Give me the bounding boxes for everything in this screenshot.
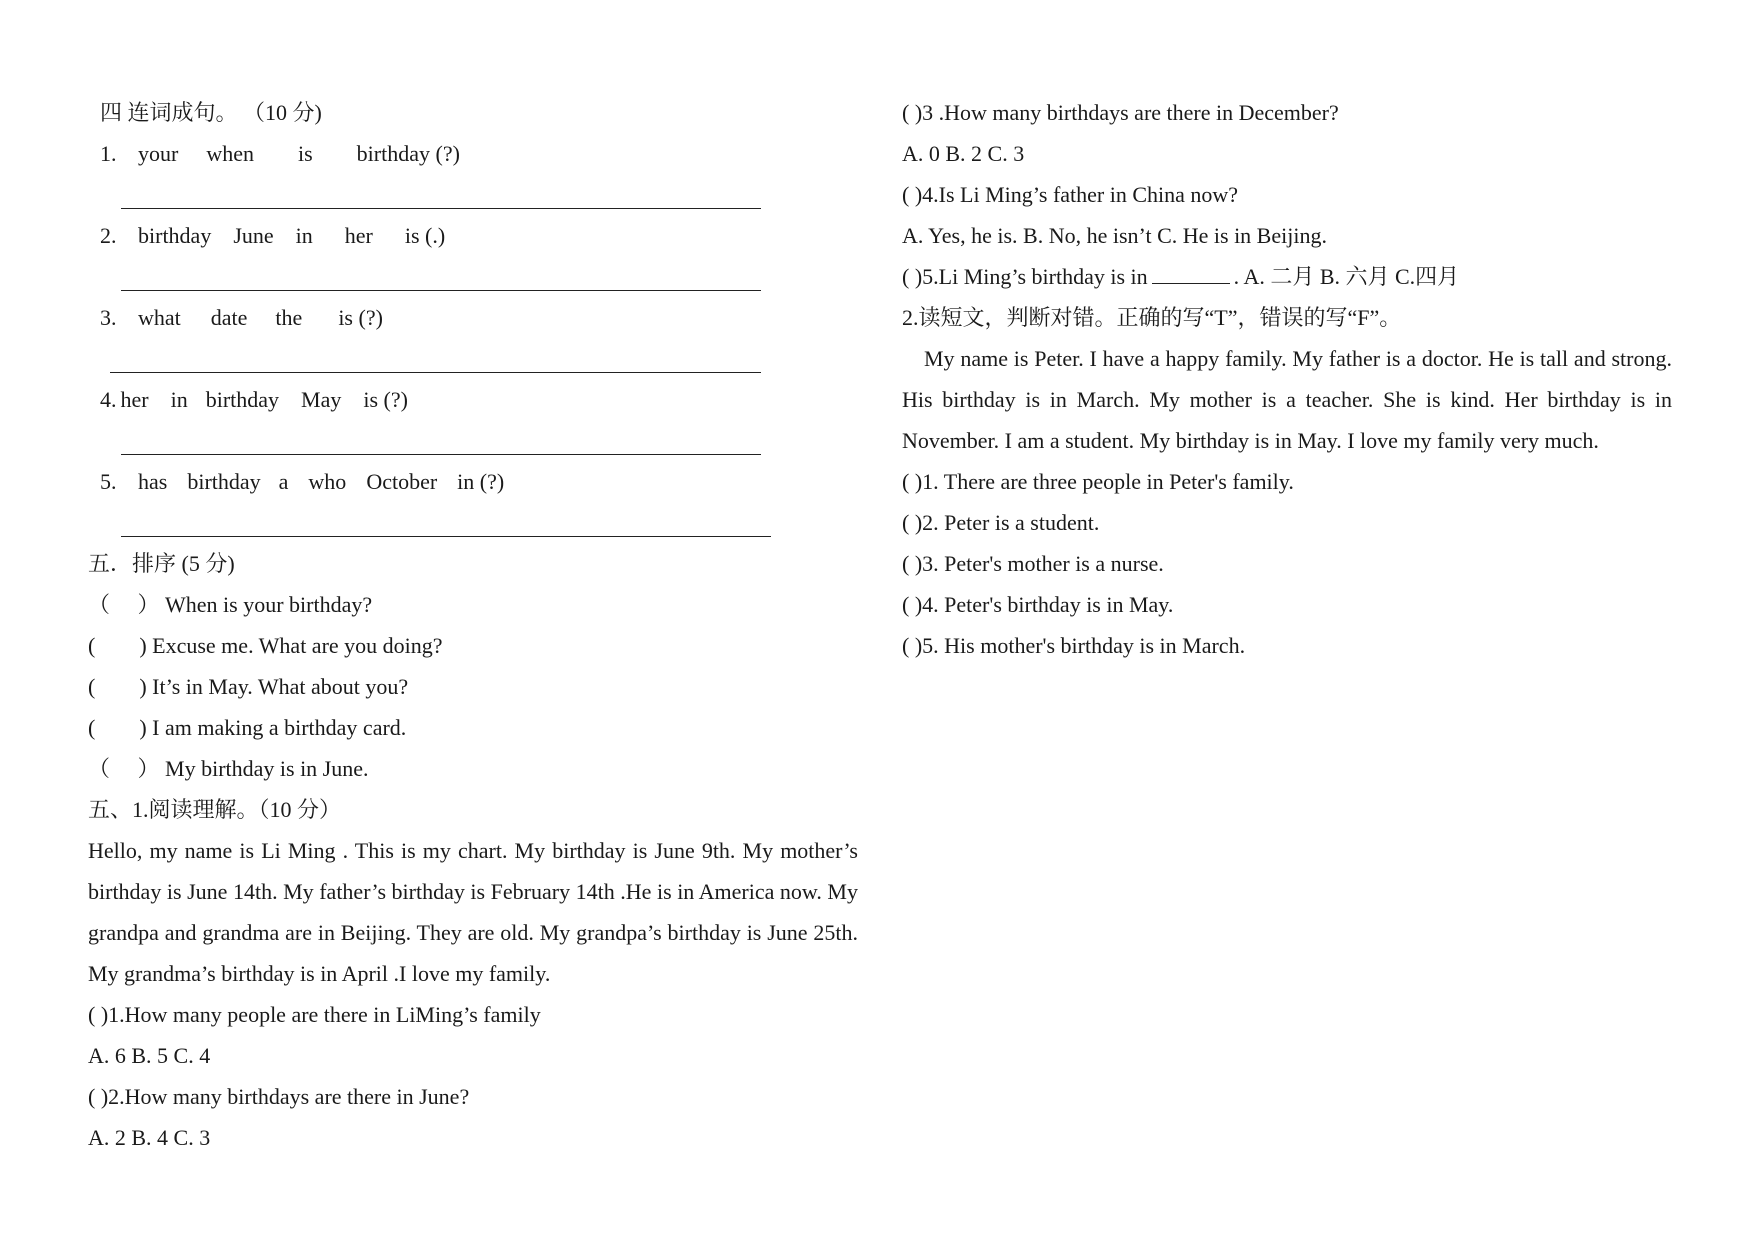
- answer-line-2[interactable]: [88, 256, 868, 297]
- word: October: [366, 469, 438, 494]
- reading2-heading: 2.读短文，判断对错。正确的写“T”，错误的写“F”。: [902, 305, 1402, 330]
- word: is (?): [363, 387, 408, 412]
- word: has: [138, 469, 168, 494]
- section4-item-2: [88, 215, 868, 256]
- left-column: [88, 92, 868, 1158]
- word: is (.): [404, 223, 446, 248]
- section4-heading: 四 连词成句。 （10 分): [100, 100, 322, 125]
- word: when: [206, 141, 254, 166]
- answer-bracket[interactable]: （ ）: [88, 592, 160, 617]
- question-5-options: . A. 二月 B. 六月 C.四月: [1233, 264, 1460, 289]
- question-5-prefix: ( )5.Li Ming’s birthday is in: [902, 264, 1148, 289]
- word: is (?): [338, 305, 383, 330]
- reading2-item-5: ( )5. His mother's birthday is in March.: [902, 633, 1246, 658]
- item-number: 3.: [100, 305, 117, 330]
- reading1-options-3: A. 0 B. 2 C. 3: [902, 141, 1025, 166]
- section4-item-5: [88, 461, 868, 502]
- word: birthday: [138, 223, 212, 248]
- word: the: [275, 305, 303, 330]
- word: a: [278, 469, 289, 494]
- reading1-question-3: ( )3 .How many birthdays are there in December?: [902, 100, 1339, 125]
- answer-line-1[interactable]: [88, 174, 868, 215]
- sort-item-4: [88, 707, 868, 748]
- item-number: 2.: [100, 223, 117, 248]
- reading2-item-4: ( )4. Peter's birthday is in May.: [902, 592, 1174, 617]
- word: May: [301, 387, 342, 412]
- word: your: [138, 141, 179, 166]
- word: her: [344, 223, 373, 248]
- sort-item-text: When is your birthday?: [165, 592, 373, 617]
- word: in: [170, 387, 188, 412]
- answer-bracket[interactable]: （ ）: [88, 756, 160, 781]
- sort-item-text: It’s in May. What about you?: [152, 674, 409, 699]
- word: birthday: [187, 469, 261, 494]
- answer-line-4[interactable]: [88, 420, 868, 461]
- reading1-heading: 五、1.阅读理解。（10 分）: [88, 797, 342, 822]
- reading1-options-4: A. Yes, he is. B. No, he isn’t C. He is in Beijing.: [902, 223, 1327, 248]
- reading1-question-1: ( )1.How many people are there in LiMing’s family: [88, 1002, 541, 1027]
- word: is: [297, 141, 313, 166]
- reading1-question-5: [902, 256, 1682, 297]
- item-number: 5.: [100, 469, 117, 494]
- section4-item-1: [88, 133, 868, 174]
- sort-item-text: Excuse me. What are you doing?: [152, 633, 443, 658]
- reading1-options-2: A. 2 B. 4 C. 3: [88, 1125, 211, 1150]
- answer-bracket[interactable]: ( ): [88, 633, 147, 658]
- fill-in-blank[interactable]: [1152, 261, 1230, 284]
- section4-item-4: [88, 379, 868, 420]
- section5-heading: 五．排序 (5 分): [88, 551, 235, 576]
- sort-item-5: [88, 748, 868, 789]
- word: date: [210, 305, 248, 330]
- right-column: [902, 92, 1682, 666]
- section4-item-3: [88, 297, 868, 338]
- answer-bracket[interactable]: ( ): [88, 715, 147, 740]
- word: her: [120, 387, 149, 412]
- reading2-item-1: ( )1. There are three people in Peter's family.: [902, 469, 1294, 494]
- reading2-passage: My name is Peter. I have a happy family. My father is a doctor. He is tall and strong. His birthday is in March. My mother is a teacher. She is kind. Her birthday is in November. I am a student. My birthday is in May. I love my family very much.: [902, 346, 1672, 453]
- reading1-options-1: A. 6 B. 5 C. 4: [88, 1043, 211, 1068]
- sort-item-1: [88, 584, 868, 625]
- word: who: [308, 469, 347, 494]
- answer-bracket[interactable]: ( ): [88, 674, 147, 699]
- item-number: 4.: [100, 387, 117, 412]
- word: June: [233, 223, 274, 248]
- reading1-question-2: ( )2.How many birthdays are there in June?: [88, 1084, 470, 1109]
- sort-item-2: [88, 625, 868, 666]
- word: birthday (?): [356, 141, 460, 166]
- sort-item-text: My birthday is in June.: [165, 756, 369, 781]
- reading1-passage: Hello, my name is Li Ming . This is my chart. My birthday is June 9th. My mother’s birthday is June 14th. My father’s birthday is February 14th .He is in America now. My grandpa and grandma are in Beijing. They are old. My grandpa’s birthday is June 25th. My grandma’s birthday is in April .I love my family.: [88, 838, 858, 986]
- sort-item-3: [88, 666, 868, 707]
- word: in (?): [457, 469, 505, 494]
- answer-line-5[interactable]: [88, 502, 868, 543]
- reading1-question-4: ( )4.Is Li Ming’s father in China now?: [902, 182, 1239, 207]
- word: in: [295, 223, 313, 248]
- item-number: 1.: [100, 141, 117, 166]
- word: what: [138, 305, 181, 330]
- answer-line-3[interactable]: [88, 338, 868, 379]
- reading2-item-3: ( )3. Peter's mother is a nurse.: [902, 551, 1164, 576]
- sort-item-text: I am making a birthday card.: [152, 715, 407, 740]
- reading2-item-2: ( )2. Peter is a student.: [902, 510, 1100, 535]
- word: birthday: [205, 387, 280, 412]
